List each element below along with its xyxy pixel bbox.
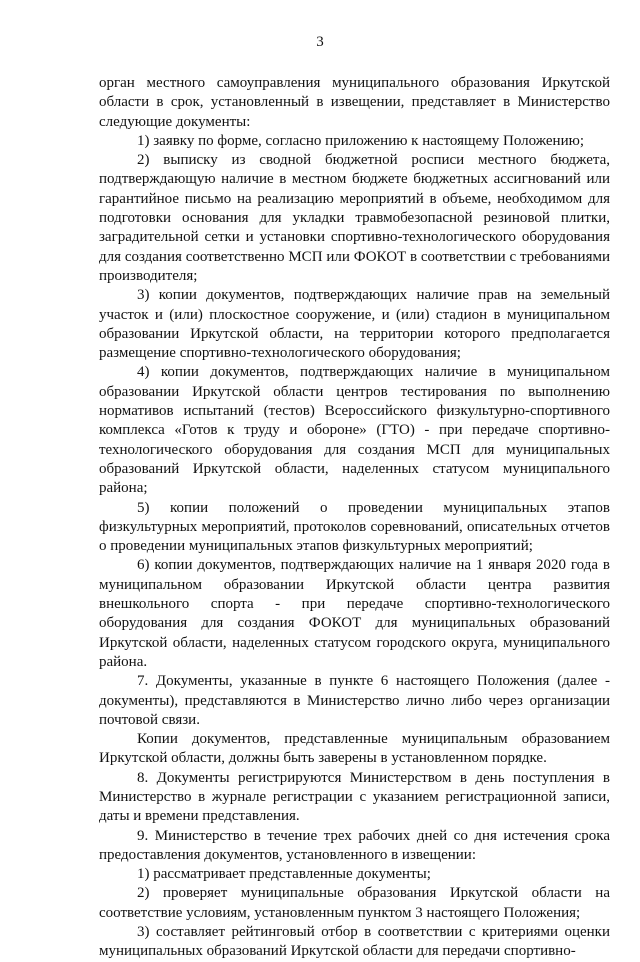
paragraph: 2) проверяет муниципальные образования Иркутской области на соответствие условиям, установленным пунктом 3 настоящего Положения; bbox=[99, 885, 610, 921]
paragraph: 4) копии документов, подтверждающих наличие в муниципальном образовании Иркутской области центров тестирования по выполнению нормативов испытаний (тестов) Всероссийского физкультурно-спортивного комплекса «Готов к труду и обороне» (ГТО) - при передаче спортивно-технологического оборудования для создания МСП для муниципальных образований Иркутской области, наделенных статусом муниципального района; bbox=[99, 364, 610, 497]
paragraph: 5) копии положений о проведении муниципальных этапов физкультурных мероприятий, протоколов соревнований, описательных отчетов о проведении муниципальных этапов физкультурных мероприятий; bbox=[99, 499, 610, 555]
paragraph: Копии документов, представленные муниципальным образованием Иркутской области, должны быть заверены в установленном порядке. bbox=[99, 731, 610, 767]
paragraph: 3) копии документов, подтверждающих наличие прав на земельный участок и (или) плоскостное сооружение, и (или) стадион в муниципальном образовании Иркутской области, на территории которого предполагается размещение спортивно-технологического оборудования; bbox=[99, 287, 610, 362]
page-number: 3 bbox=[316, 34, 324, 50]
paragraph: 1) рассматривает представленные документы; bbox=[137, 866, 431, 883]
paragraph: 2) выписку из сводной бюджетной росписи местного бюджета, подтверждающую наличие в местном бюджете бюджетных ассигнований или гарантийное письмо на реализацию мероприятий в объеме, необходимом для подготовки основания для укладки травмобезопасной резиновой плитки, заградительной сетки и установки спортивно-технологического оборудования для создания соответственно МСП или ФОКОТ в соответствии с требованиями производителя; bbox=[99, 152, 610, 284]
paragraph: орган местного самоуправления муниципального образования Иркутской области в срок, установленный в извещении, представляет в Министерство следующие документы: bbox=[99, 75, 610, 130]
paragraph: 9. Министерство в течение трех рабочих дней со дня истечения срока предоставления документов, установленного в извещении: bbox=[99, 827, 610, 863]
paragraph: 1) заявку по форме, согласно приложению к настоящему Положению; bbox=[137, 132, 584, 149]
paragraph: 8. Документы регистрируются Министерством в день поступления в Министерство в журнале регистрации с указанием регистрационной записи, даты и времени представления. bbox=[99, 769, 610, 825]
paragraph: 7. Документы, указанные в пункте 6 настоящего Положения (далее - документы), представляются в Министерство лично либо через организации почтовой связи. bbox=[99, 673, 610, 728]
paragraph: 3) составляет рейтинговый отбор в соответствии с критериями оценки муниципальных образований Иркутской области для передачи спортивно- bbox=[99, 924, 610, 960]
document-body bbox=[99, 74, 610, 962]
paragraph: 6) копии документов, подтверждающих наличие на 1 января 2020 года в муниципальном образовании Иркутской области центра развития внешкольного спорта - при передаче спортивно-технологического оборудования для создания ФОКОТ для муниципальных образований Иркутской области, наделенных статусом городского округа, муниципального района. bbox=[99, 557, 610, 670]
